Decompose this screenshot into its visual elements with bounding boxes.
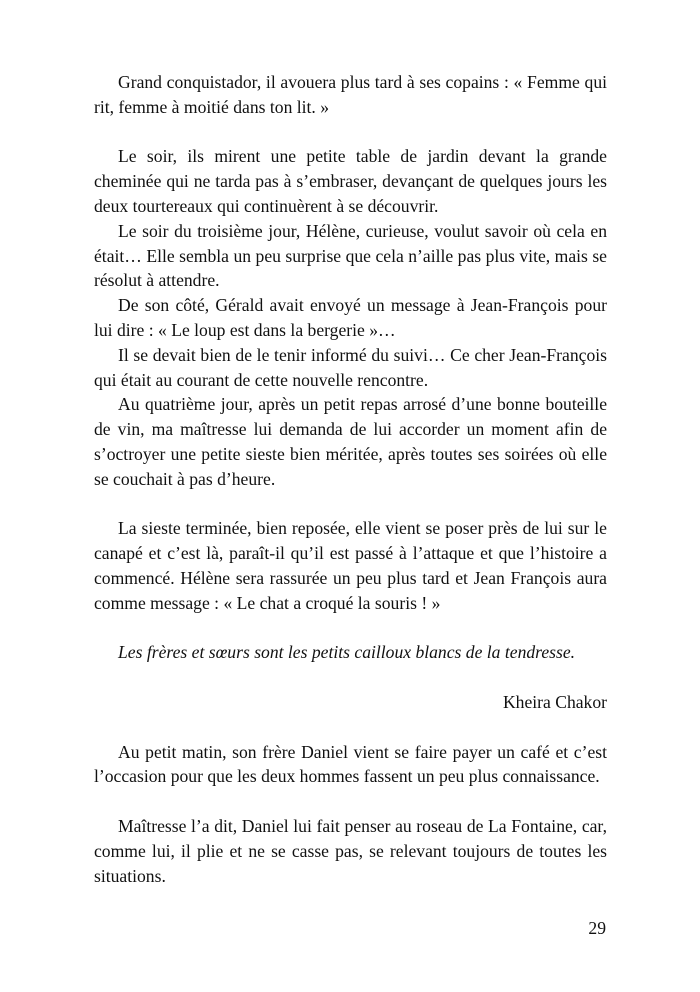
paragraph: La sieste terminée, bien reposée, elle vient se poser près de lui sur le canapé et c’est là, paraît-il qu’il est passé à l’attaque et que l’histoire a commencé. Hélène sera rassurée un peu plus tard et Jean François aura comme message : « Le chat a croqué la souris ! » <box>94 518 607 613</box>
page-body <box>94 70 607 888</box>
paragraph: Le soir, ils mirent une petite table de jardin devant la grande cheminée qui ne tarda pas à s’embraser, devançant de quelques jours les deux tourtereaux qui continuèrent à se découvrir. <box>94 146 607 216</box>
epigraph-author: Kheira Chakor <box>502 691 607 712</box>
paragraph: Maîtresse l’a dit, Daniel lui fait penser au roseau de La Fontaine, car, comme lui, il plie et ne se casse pas, se relevant toujours de toutes les situations. <box>94 815 607 886</box>
epigraph-quote: Les frères et sœurs sont les petits cailloux blancs de la tendresse. <box>118 642 576 663</box>
paragraph: De son côté, Gérald avait envoyé un message à Jean-François pour lui dire : « Le loup est dans la bergerie »… <box>94 295 607 340</box>
paragraph: Le soir du troisième jour, Hélène, curieuse, voulut savoir où cela en était… Elle sembla un peu surprise que cela n’aille pas plus vite, mais se résolut à attendre. <box>94 220 607 291</box>
paragraph: Grand conquistador, il avouera plus tard à ses copains : « Femme qui rit, femme à moitié dans ton lit. » <box>94 72 607 117</box>
paragraph: Au petit matin, son frère Daniel vient se faire payer un café et c’est l’occasion pour que les deux hommes fassent un peu plus connaissance. <box>94 741 607 787</box>
page-number: 29 <box>588 918 606 938</box>
paragraph: Au quatrième jour, après un petit repas arrosé d’une bonne bouteille de vin, ma maîtresse lui demanda de lui accorder un moment afin de s’octroyer une petite sieste bien méritée, après toutes ses soirées où elle se couchait à pas d’heure. <box>94 394 607 489</box>
paragraph: Il se devait bien de le tenir informé du suivi… Ce cher Jean-François qui était au courant de cette nouvelle rencontre. <box>94 344 607 390</box>
